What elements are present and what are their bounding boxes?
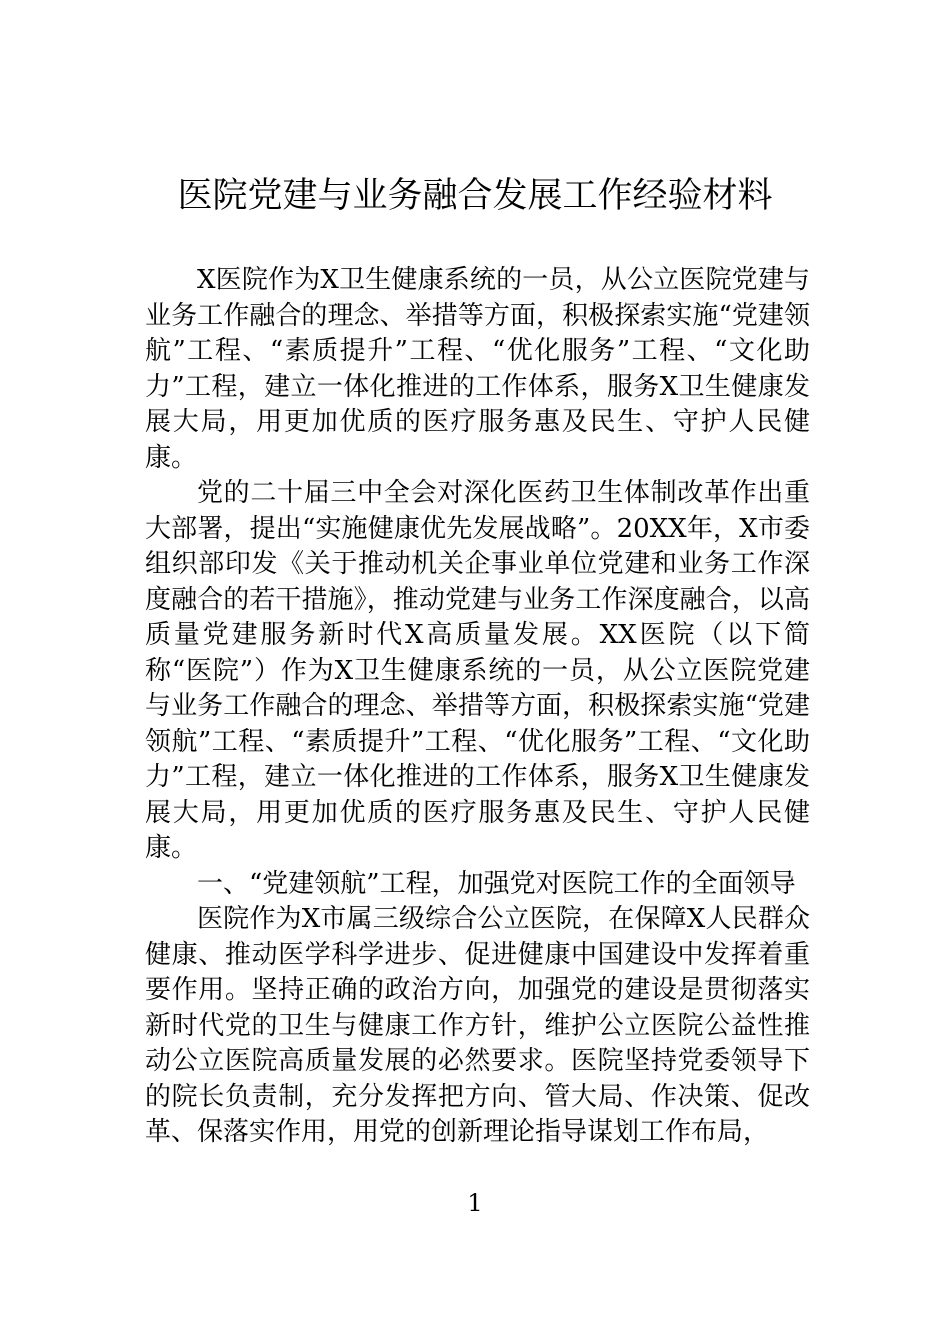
document-body xyxy=(145,263,810,1151)
paragraph-intro: X医院作为X卫生健康系统的一员，从公立医院党建与业务工作融合的理念、举措等方面，积极探索实施“党建领航”工程、“素质提升”工程、“优化服务”工程、“文化助力”工程，建立一体化推进的工作体系，服务X卫生健康发展大局，用更加优质的医疗服务惠及民生、守护人民健康。 xyxy=(145,265,810,473)
section-heading: 一、“党建领航”工程，加强党对医院工作的全面领导 xyxy=(197,868,796,899)
document-title: 医院党建与业务融合发展工作经验材料 xyxy=(177,176,773,216)
page-number: 1 xyxy=(467,1189,483,1217)
paragraph-background: 党的二十届三中全会对深化医药卫生体制改革作出重大部署，提出“实施健康优先发展战略”。20XX年，X市委组织部印发《关于推动机关企事业单位党建和业务工作深度融合的若干措施》，推动党建与业务工作深度融合，以高质量党建服务新时代X高质量发展。XX医院（以下简称“医院”）作为X卫生健康系统的一员，从公立医院党建与业务工作融合的理念、举措等方面，积极探索实施“党建领航”工程、“素质提升”工程、“优化服务”工程、“文化助力”工程，建立一体化推进的工作体系，服务X卫生健康发展大局，用更加优质的医疗服务惠及民生、守护人民健康。 xyxy=(145,478,810,863)
paragraph-section-one: 医院作为X市属三级综合公立医院，在保障X人民群众健康、推动医学科学进步、促进健康中国建设中发挥着重要作用。坚持正确的政治方向，加强党的建设是贯彻落实新时代党的卫生与健康工作方针，维护公立医院公益性推动公立医院高质量发展的必然要求。医院坚持党委领导下的院长负责制，充分发挥把方向、管大局、作决策、促改革、保落实作用，用党的创新理论指导谋划工作布局， xyxy=(145,904,810,1147)
